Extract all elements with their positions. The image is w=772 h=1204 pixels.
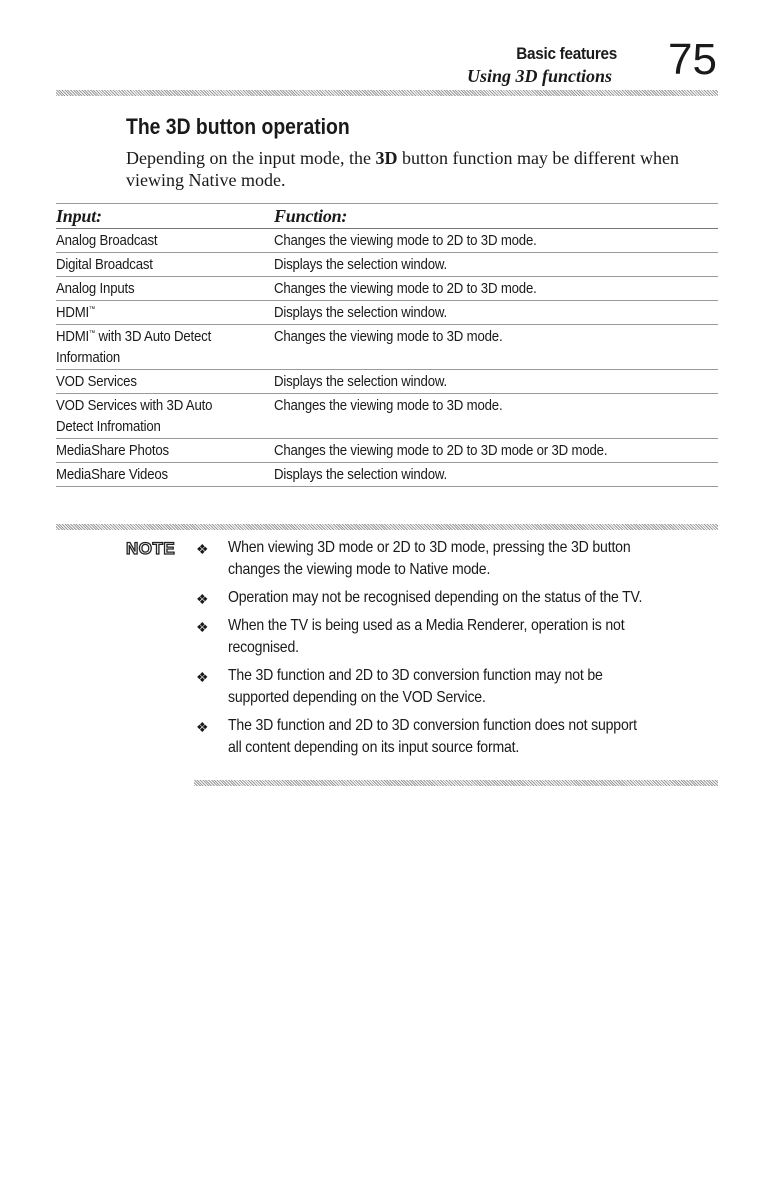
diamond-bullet-icon: ❖ (196, 619, 209, 635)
table-row (56, 301, 718, 325)
input-text-line2: Information (56, 349, 121, 366)
cell-input (56, 463, 274, 486)
note-text (228, 615, 721, 659)
cell-input (56, 325, 274, 369)
note-text (228, 587, 721, 609)
trademark-symbol: ™ (89, 330, 96, 337)
note-line1: The 3D function and 2D to 3D conversion function may not be (228, 667, 603, 684)
function-text: Changes the viewing mode to 3D mode. (274, 397, 503, 414)
cell-function (274, 463, 718, 486)
note-line1: When the TV is being used as a Media Renderer, operation is not (228, 617, 625, 634)
function-text: Displays the selection window. (274, 256, 448, 273)
input-hdmi: HDMI (56, 328, 90, 345)
note-text (228, 665, 721, 709)
list-item (194, 537, 714, 581)
cell-function (274, 253, 718, 276)
note-line1: The 3D function and 2D to 3D conversion function does not support (228, 717, 637, 734)
note-line1: Operation may not be recognised depending on the status of the TV. (228, 589, 643, 606)
table-row (56, 463, 718, 487)
table-row (56, 253, 718, 277)
header-function: Function: (274, 206, 348, 226)
cell-input (56, 439, 274, 462)
diamond-bullet-icon: ❖ (196, 669, 209, 685)
input-text: Digital Broadcast (56, 256, 153, 273)
cell-function (274, 229, 718, 252)
table-header-row (56, 203, 718, 229)
cell-function (274, 277, 718, 300)
page-number: 75 (668, 35, 717, 84)
trademark-symbol: ™ (89, 306, 96, 313)
cell-function (274, 394, 718, 438)
cell-input (56, 277, 274, 300)
table-row (56, 229, 718, 253)
list-item (194, 615, 714, 659)
cell-input (56, 301, 274, 324)
input-text (56, 326, 211, 347)
input-text: Analog Broadcast (56, 232, 158, 249)
function-text: Changes the viewing mode to 2D to 3D mode or 3D mode. (274, 442, 608, 459)
note-bottom-divider (194, 780, 718, 786)
input-text: MediaShare Videos (56, 466, 168, 483)
note-line2: changes the viewing mode to Native mode. (228, 561, 491, 578)
cell-input (56, 253, 274, 276)
function-text: Changes the viewing mode to 3D mode. (274, 328, 503, 345)
function-text: Displays the selection window. (274, 373, 448, 390)
cell-input (56, 394, 274, 438)
note-line1: When viewing 3D mode or 2D to 3D mode, pressing the 3D button (228, 539, 631, 556)
input-text: MediaShare Photos (56, 442, 169, 459)
function-text: Changes the viewing mode to 2D to 3D mode. (274, 232, 537, 249)
list-item (194, 665, 714, 709)
function-text: Displays the selection window. (274, 304, 448, 321)
cell-function (274, 439, 718, 462)
input-rest: with 3D Auto Detect (95, 328, 212, 345)
note-text (228, 537, 721, 581)
note-line2: all content depending on its input source format. (228, 739, 520, 756)
function-text: Displays the selection window. (274, 466, 448, 483)
diamond-bullet-icon: ❖ (196, 719, 209, 735)
cell-input (56, 229, 274, 252)
input-text: VOD Services (56, 373, 137, 390)
list-item (194, 715, 714, 759)
header-subsection-title: Using 3D functions (466, 66, 612, 86)
table-row (56, 277, 718, 301)
note-list (194, 537, 714, 765)
input-text: VOD Services with 3D Auto (56, 397, 213, 414)
input-text-line2: Detect Infromation (56, 418, 161, 435)
note-line2: supported depending on the VOD Service. (228, 689, 486, 706)
intro-paragraph (126, 147, 726, 191)
input-text (56, 302, 95, 323)
page-header (0, 0, 772, 100)
intro-text-before: Depending on the input mode, the (126, 148, 376, 168)
diamond-bullet-icon: ❖ (196, 541, 209, 557)
table-row (56, 439, 718, 463)
input-text: Analog Inputs (56, 280, 135, 297)
diamond-bullet-icon: ❖ (196, 591, 209, 607)
table-row (56, 325, 718, 370)
cell-input (56, 370, 274, 393)
function-text: Changes the viewing mode to 2D to 3D mode. (274, 280, 537, 297)
input-function-table (56, 203, 718, 487)
header-divider (56, 90, 718, 96)
note-label: NOTE (126, 539, 176, 558)
cell-function (274, 370, 718, 393)
intro-text-after: button function may be different when viewing Native mode. (126, 148, 680, 190)
header-input: Input: (56, 206, 102, 226)
section-title: The 3D button operation (126, 114, 350, 139)
table-row (56, 370, 718, 394)
list-item (194, 587, 714, 609)
input-hdmi: HDMI (56, 304, 90, 321)
note-top-divider (56, 524, 718, 530)
cell-function (274, 325, 718, 369)
intro-bold-3d: 3D (375, 148, 398, 168)
header-section-title: Basic features (516, 44, 617, 63)
note-line2: recognised. (228, 639, 299, 656)
note-text (228, 715, 721, 759)
cell-function (274, 301, 718, 324)
table-row (56, 394, 718, 439)
